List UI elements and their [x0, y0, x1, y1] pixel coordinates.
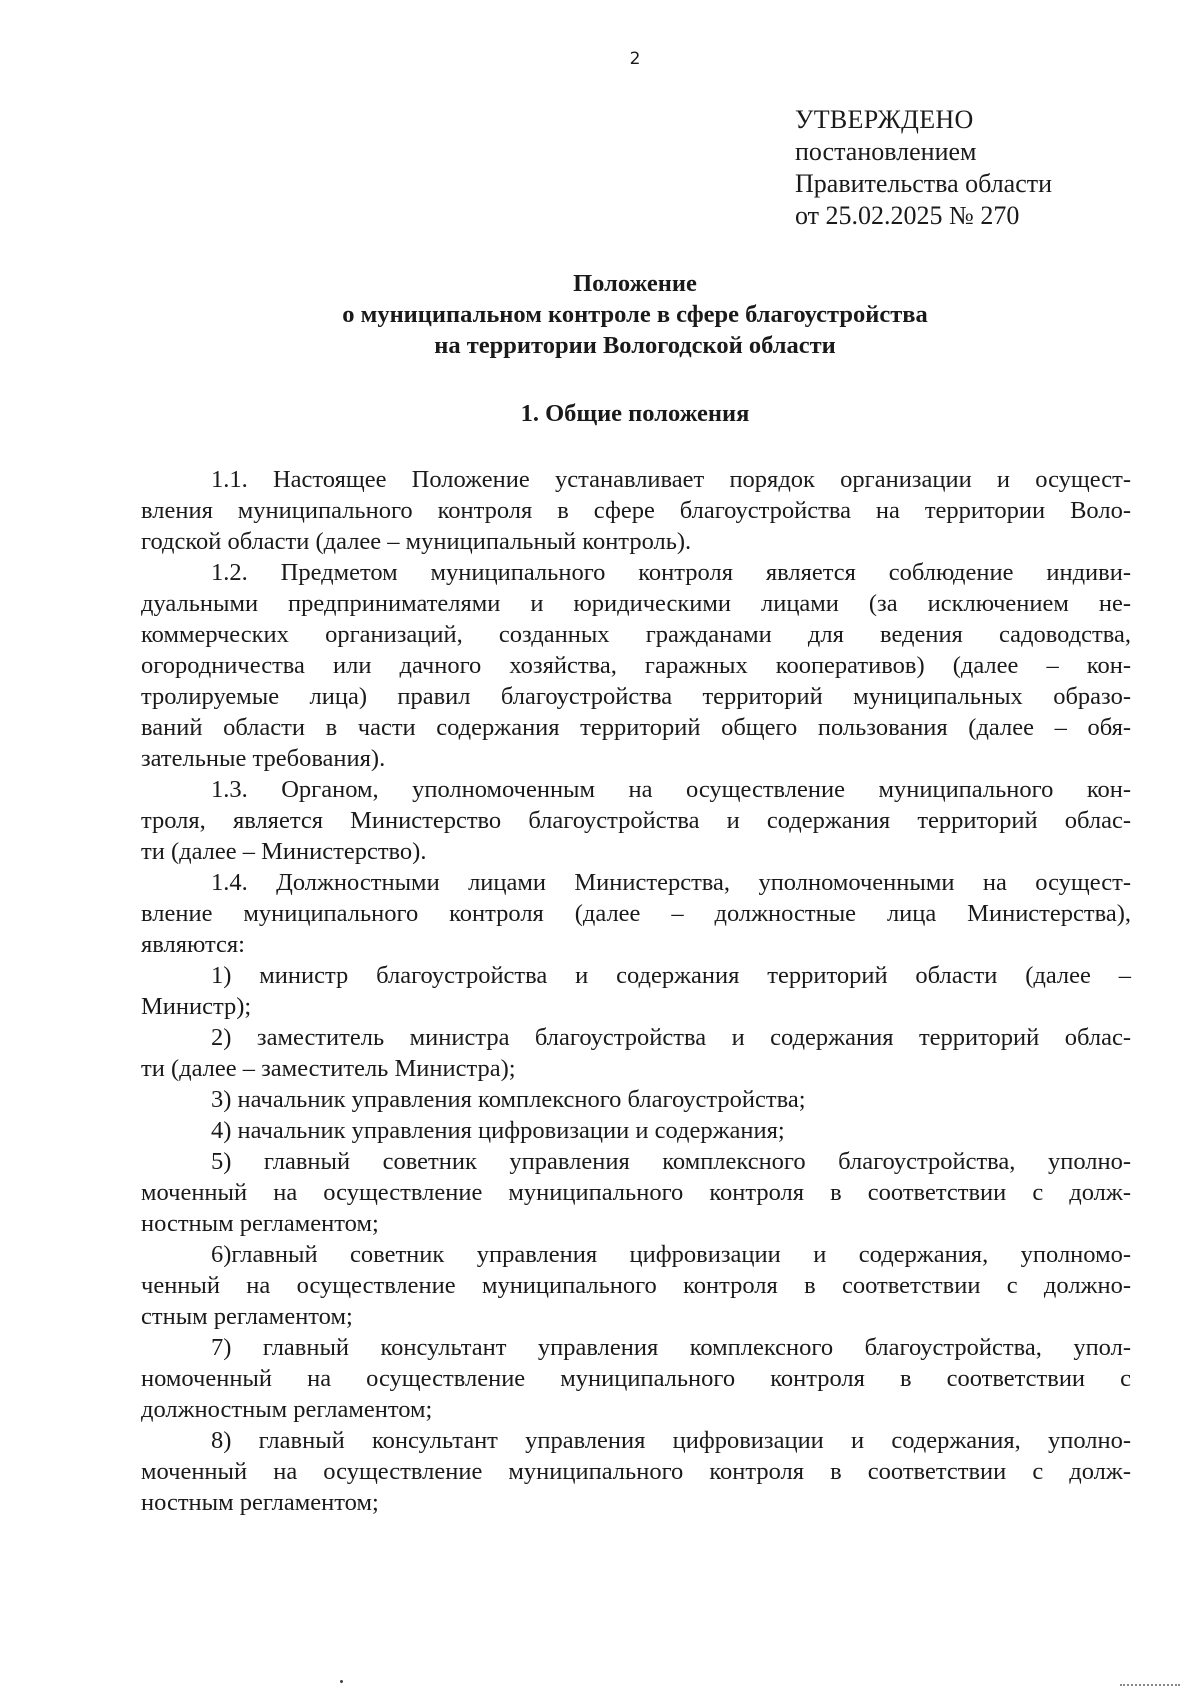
title-line-1: Положение — [573, 270, 697, 297]
paragraph-line: ваний области в части содержания территорий общего пользования (далее – обя- — [141, 714, 1131, 741]
paragraph-line: вления муниципального контроля в сфере благоустройства на территории Воло- — [141, 497, 1131, 524]
approval-heading: УТВЕРЖДЕНО — [795, 105, 974, 134]
paragraph-line: стным регламентом; — [141, 1303, 353, 1330]
paragraph — [141, 1115, 1131, 1146]
paragraph-line: дуальными предпринимателями и юридическими лицами (за исключением не- — [141, 590, 1131, 617]
scan-dot-mark — [340, 1680, 343, 1683]
paragraph-line: вление муниципального контроля (далее – должностные лица Министерства), — [141, 900, 1131, 927]
paragraph-line: должностным регламентом; — [141, 1396, 433, 1423]
paragraph-line: 7) главный консультант управления комплексного благоустройства, упол- — [211, 1334, 1131, 1361]
paragraph-line: 3) начальник управления комплексного благоустройства; — [211, 1086, 806, 1113]
paragraph — [141, 464, 1131, 557]
paragraph-line: 5) главный советник управления комплексного благоустройства, уполно- — [211, 1148, 1131, 1175]
paragraph-line: 8) главный консультант управления цифровизации и содержания, уполно- — [211, 1427, 1131, 1454]
paragraph — [141, 960, 1131, 1022]
paragraph — [141, 867, 1131, 960]
paragraph-line: 6)главный советник управления цифровизации и содержания, уполномо- — [211, 1241, 1131, 1268]
paragraph — [141, 1332, 1131, 1425]
paragraph-line: моченный на осуществление муниципального контроля в соответствии с долж- — [141, 1458, 1131, 1485]
approval-stamp-block — [795, 104, 1052, 232]
paragraph-line: ностным регламентом; — [141, 1210, 379, 1237]
title-line-3: на территории Вологодской области — [434, 332, 836, 359]
document-body — [141, 464, 1131, 1518]
paragraph-line: ти (далее – заместитель Министра); — [141, 1055, 516, 1082]
title-line-2: о муниципальном контроле в сфере благоустройства — [342, 301, 928, 328]
page-number: 2 — [629, 49, 641, 69]
paragraph — [141, 1239, 1131, 1332]
approval-line-government: Правительства области — [795, 169, 1053, 198]
paragraph — [141, 774, 1131, 867]
paragraph-line: 1.2. Предметом муниципального контроля является соблюдение индиви- — [211, 559, 1131, 586]
paragraph — [141, 1084, 1131, 1115]
paragraph-line: тролируемые лица) правил благоустройства территорий муниципальных образо- — [141, 683, 1131, 710]
document-title — [180, 268, 1090, 361]
paragraph-line: огородничества или дачного хозяйства, гаражных кооперативов) (далее – кон- — [141, 652, 1131, 679]
paragraph-line: являются: — [141, 931, 245, 958]
paragraph-line: моченный на осуществление муниципального контроля в соответствии с долж- — [141, 1179, 1131, 1206]
paragraph — [141, 1425, 1131, 1518]
paragraph-line: ностным регламентом; — [141, 1489, 379, 1516]
paragraph-line: коммерческих организаций, созданных гражданами для ведения садоводства, — [141, 621, 1131, 648]
paragraph-line: 2) заместитель министра благоустройства и содержания территорий облас- — [211, 1024, 1131, 1051]
paragraph-line: ченный на осуществление муниципального контроля в соответствии с должно- — [141, 1272, 1131, 1299]
paragraph — [141, 557, 1131, 774]
paragraph-line: 1.1. Настоящее Положение устанавливает порядок организации и осущест- — [211, 466, 1131, 493]
paragraph — [141, 1146, 1131, 1239]
scan-edge-mark — [1120, 1684, 1180, 1688]
paragraph-line: 1.4. Должностными лицами Министерства, уполномоченными на осущест- — [211, 869, 1131, 896]
paragraph-line: ти (далее – Министерство). — [141, 838, 427, 865]
paragraph-line: 1.3. Органом, уполномоченным на осуществление муниципального кон- — [211, 776, 1131, 803]
paragraph — [141, 1022, 1131, 1084]
approval-line-date-number: от 25.02.2025 № 270 — [795, 201, 1020, 230]
paragraph-line: Министр); — [141, 993, 252, 1020]
paragraph-line: зательные требования). — [141, 745, 386, 772]
paragraph-line: 4) начальник управления цифровизации и содержания; — [211, 1117, 785, 1144]
paragraph-line: 1) министр благоустройства и содержания территорий области (далее – — [211, 962, 1131, 989]
paragraph-line: троля, является Министерство благоустройства и содержания территорий облас- — [141, 807, 1131, 834]
section-heading: 1. Общие положения — [520, 400, 750, 427]
approval-line-decree: постановлением — [795, 137, 977, 166]
paragraph-line: номоченный на осуществление муниципального контроля в соответствии с — [141, 1365, 1131, 1392]
paragraph-line: годской области (далее – муниципальный контроль). — [141, 528, 692, 555]
